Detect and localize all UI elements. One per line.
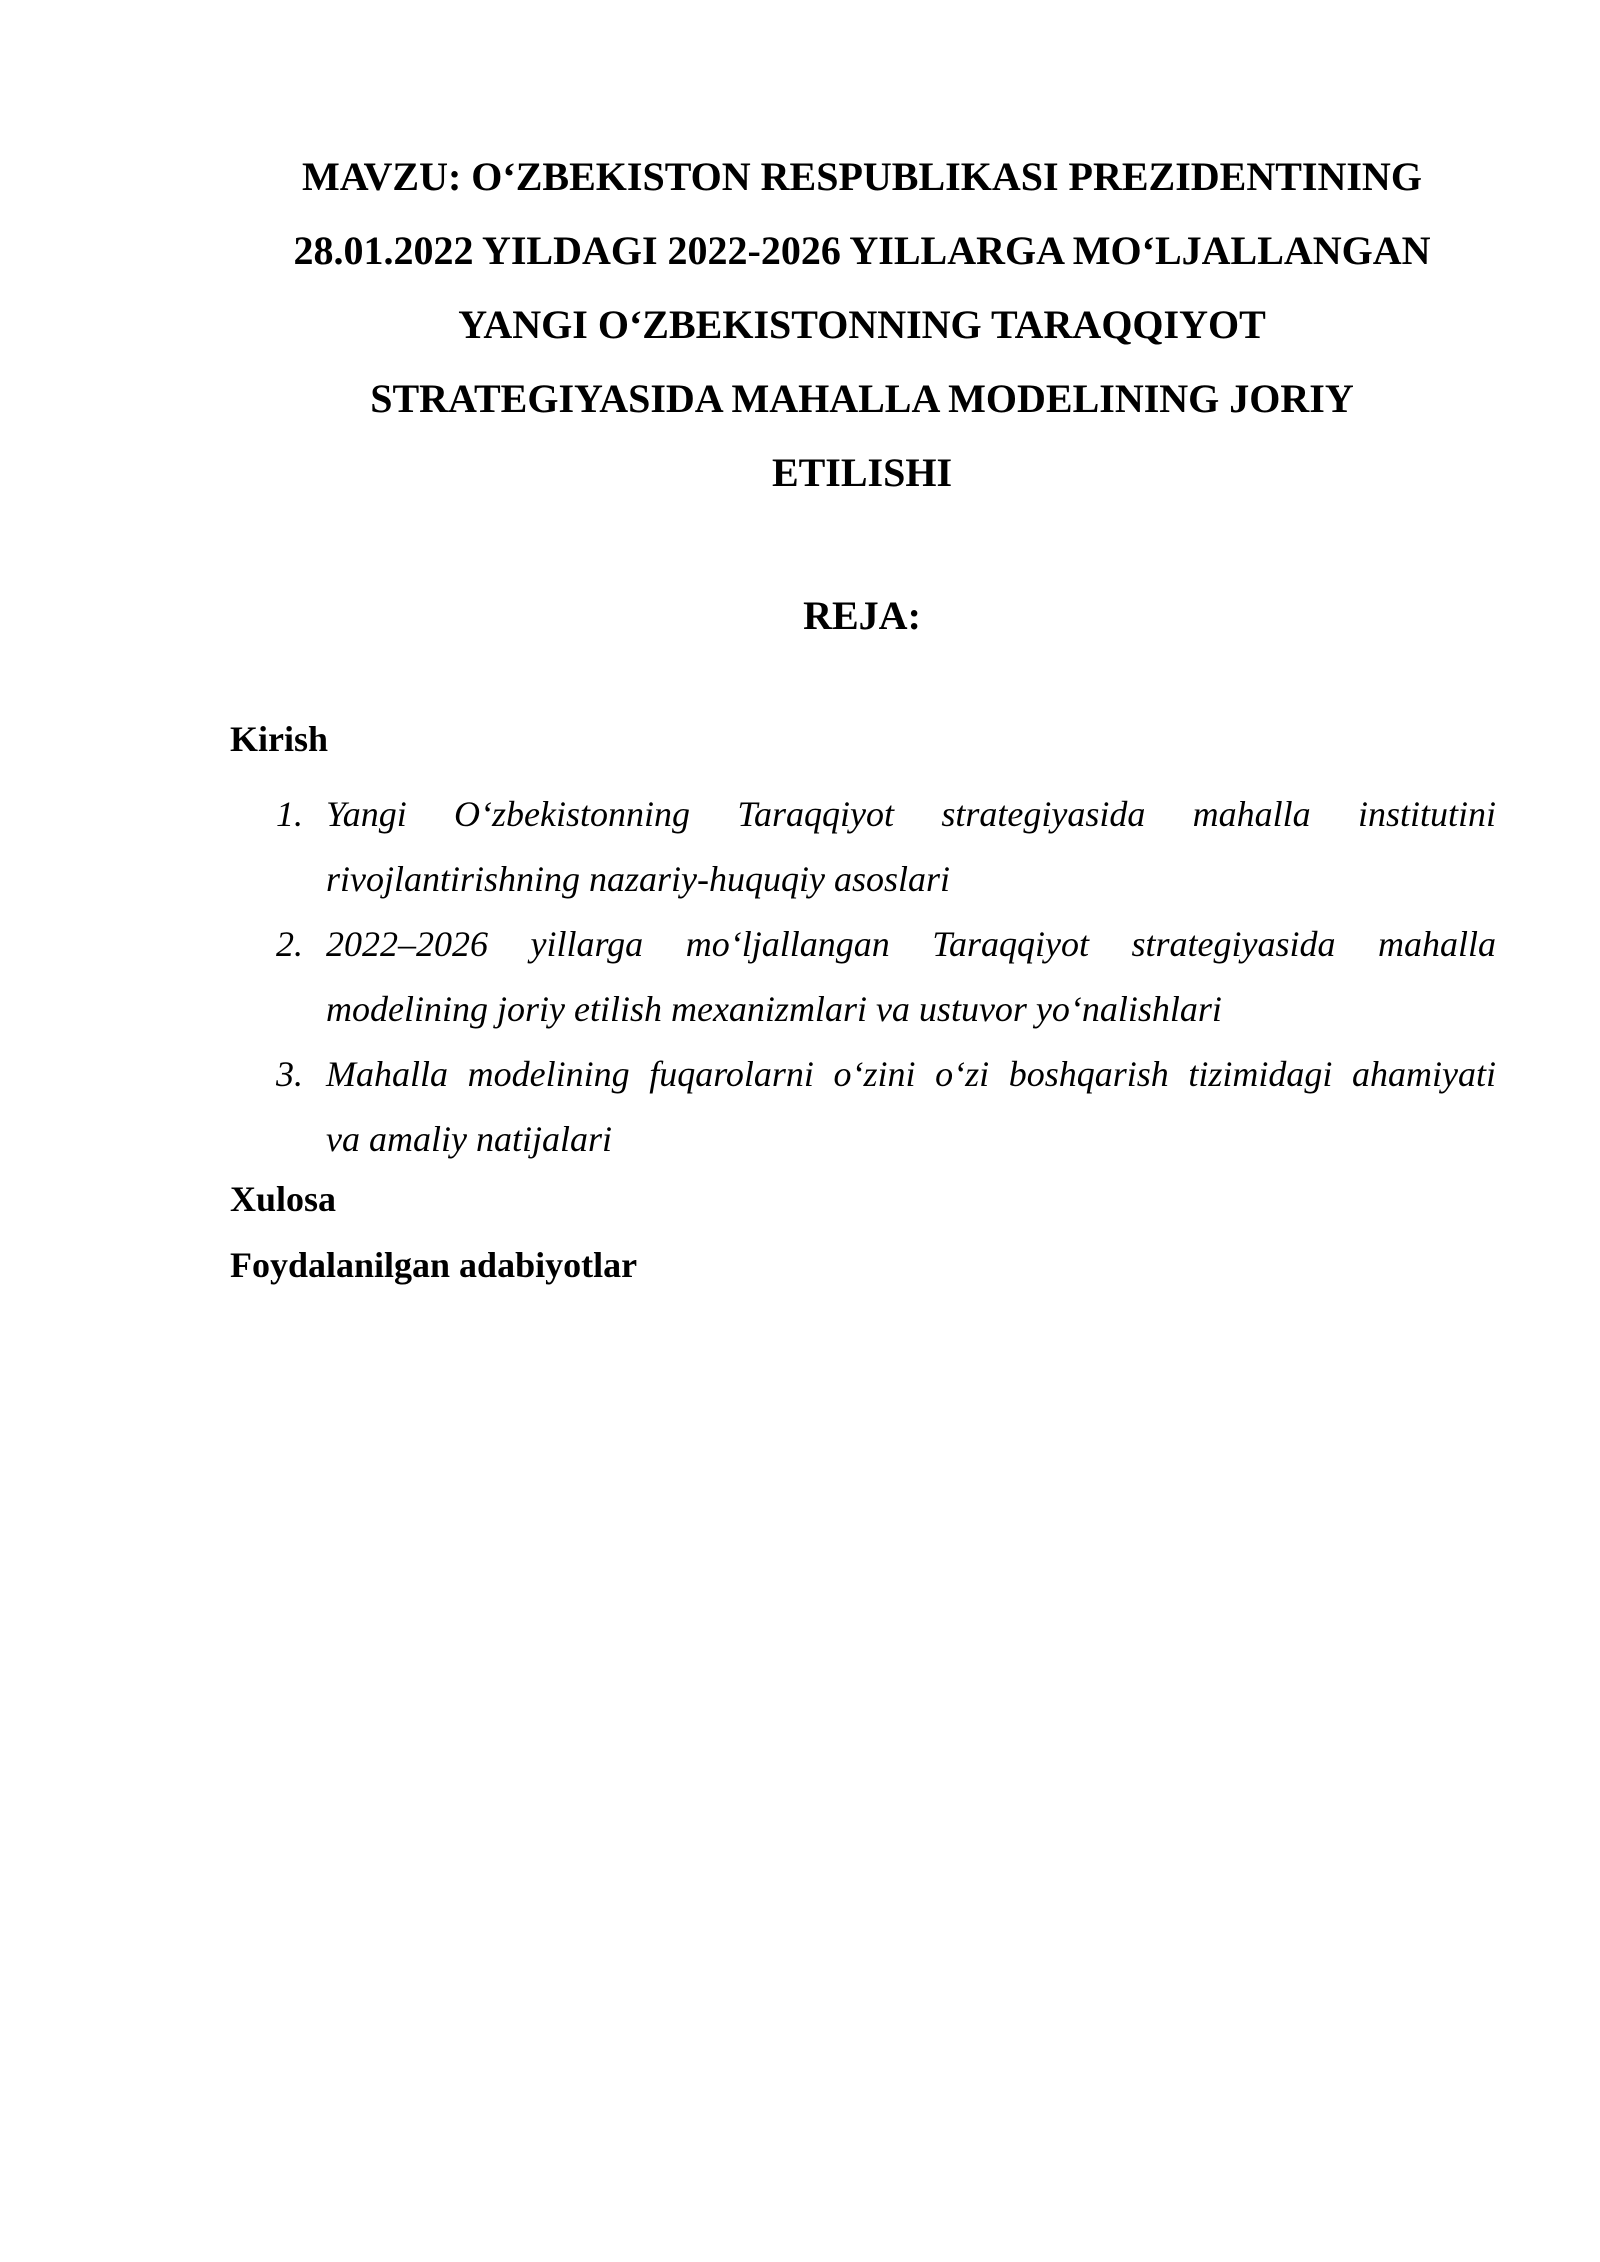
title-line: ETILISHI: [771, 450, 953, 495]
list-item: [230, 912, 1496, 1042]
title-line: STRATEGIYASIDA MAHALLA MODELINING JORIY: [370, 376, 1354, 421]
title-line: MAVZU: O‘ZBEKISTON RESPUBLIKASI PREZIDENTINING: [302, 154, 1422, 199]
list-item-number: 3.: [276, 1054, 303, 1094]
list-item-text: va amaliy natijalari: [326, 1119, 612, 1159]
list-item-text: 2022–2026 yillarga mo‘ljallangan Taraqqiyot strategiyasida mahalla: [326, 924, 1496, 964]
section-references: Foydalanilgan adabiyotlar: [230, 1245, 638, 1285]
list-item: [230, 782, 1496, 912]
section-intro: Kirish: [230, 719, 329, 759]
list-item-number: 1.: [276, 794, 303, 834]
document-title: [220, 140, 1504, 510]
list-item: [230, 1042, 1496, 1172]
title-line: YANGI O‘ZBEKISTONNING TARAQQIYOT: [458, 302, 1266, 347]
list-item-text: Mahalla modelining fuqarolarni o‘zini o‘zi boshqarish tizimidagi ahamiyati: [326, 1054, 1496, 1094]
list-item-number: 2.: [276, 924, 303, 964]
list-item-text: rivojlantirishning nazariy-huquqiy asoslari: [326, 859, 951, 899]
list-item-text: modelining joriy etilish mexanizmlari va ustuvor yo‘nalishlari: [326, 989, 1222, 1029]
title-line: 28.01.2022 YILDAGI 2022-2026 YILLARGA MO‘LJALLANGAN: [293, 228, 1431, 273]
section-conclusion: Xulosa: [230, 1179, 337, 1219]
plan-list: [230, 782, 1496, 1172]
plan-heading: REJA:: [803, 593, 921, 638]
list-item-text: Yangi O‘zbekistonning Taraqqiyot strategiyasida mahalla institutini: [326, 794, 1496, 834]
